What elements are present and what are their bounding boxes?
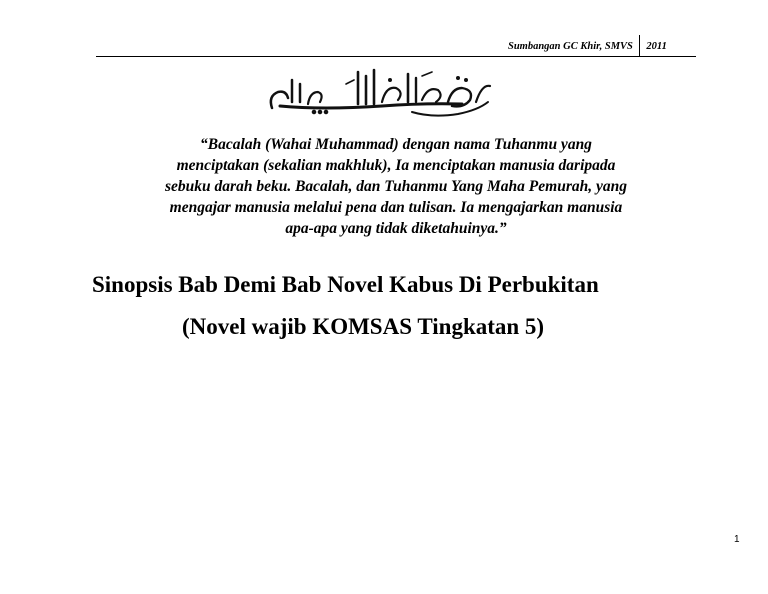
bismillah-calligraphy-icon	[262, 66, 498, 120]
quote-line: “Bacalah (Wahai Muhammad) dengan nama Tuhanmu yang	[200, 136, 592, 153]
quote-line: sebuku darah beku. Bacalah, dan Tuhanmu Yang Maha Pemurah, yang	[165, 178, 627, 195]
quote-line: mengajar manusia melalui pena dan tulisan. Ia mengajarkan manusia	[169, 199, 623, 216]
document-subtitle: (Novel wajib KOMSAS Tingkatan 5)	[182, 314, 545, 339]
page-number: 1	[734, 534, 740, 545]
header-source: Sumbangan GC Khir, SMVS	[508, 40, 633, 52]
header-rule	[96, 56, 696, 57]
quote-line: menciptakan (sekalian makhluk), Ia menciptakan manusia daripada	[176, 157, 616, 174]
quote-block	[116, 134, 676, 239]
quote-line: apa-apa yang tidak diketahuinya.”	[285, 220, 507, 237]
document-title: Sinopsis Bab Demi Bab Novel Kabus Di Perbukitan	[92, 272, 599, 297]
header-year: 2011	[646, 40, 667, 52]
page-header	[508, 36, 667, 56]
